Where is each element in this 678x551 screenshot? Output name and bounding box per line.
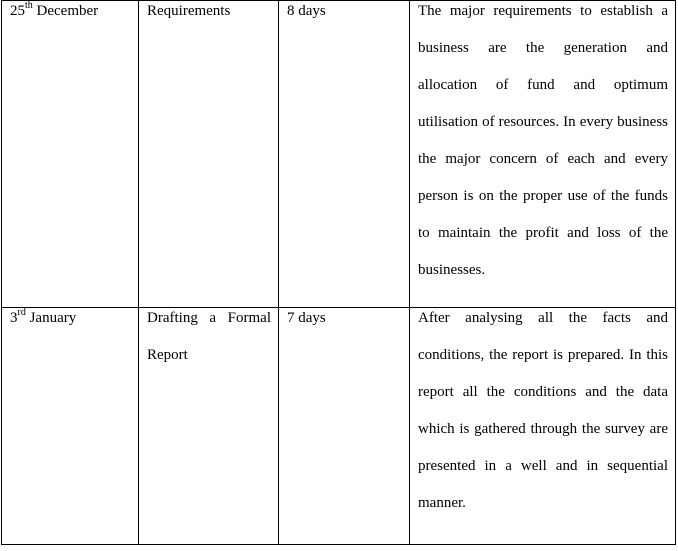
activity-cell xyxy=(139,1,279,308)
date-suffix: th xyxy=(25,0,33,11)
date-month: December xyxy=(32,3,99,19)
duration-cell xyxy=(279,308,410,545)
date-suffix: rd xyxy=(17,307,26,318)
description-text: After analysing all the facts and conditions, the report is prepared. In this report all the conditions and the data which is gathered through the survey are presented in a well and in sequential manner. xyxy=(418,310,668,511)
description-cell xyxy=(410,308,676,545)
date-cell xyxy=(2,1,139,308)
description-text: The major requirements to establish a business are the generation and allocation of fund and optimum utilisation of resources. In every business the major concern of each and every person is on the proper use of the funds to maintain the profit and loss of the businesses. xyxy=(418,3,668,278)
date-month: January xyxy=(25,310,77,326)
description-cell xyxy=(410,1,676,308)
duration-cell xyxy=(279,1,410,308)
duration-text: 7 days xyxy=(287,310,326,326)
date-cell xyxy=(2,308,139,545)
table-row xyxy=(2,1,676,308)
activity-text: Drafting a Formal Report xyxy=(147,310,271,363)
schedule-table xyxy=(1,0,676,545)
duration-text: 8 days xyxy=(287,3,326,19)
activity-cell xyxy=(139,308,279,545)
table-row xyxy=(2,308,676,545)
date-day: 25 xyxy=(10,3,25,19)
activity-text: Requirements xyxy=(147,3,231,19)
date-day: 3 xyxy=(10,310,18,326)
